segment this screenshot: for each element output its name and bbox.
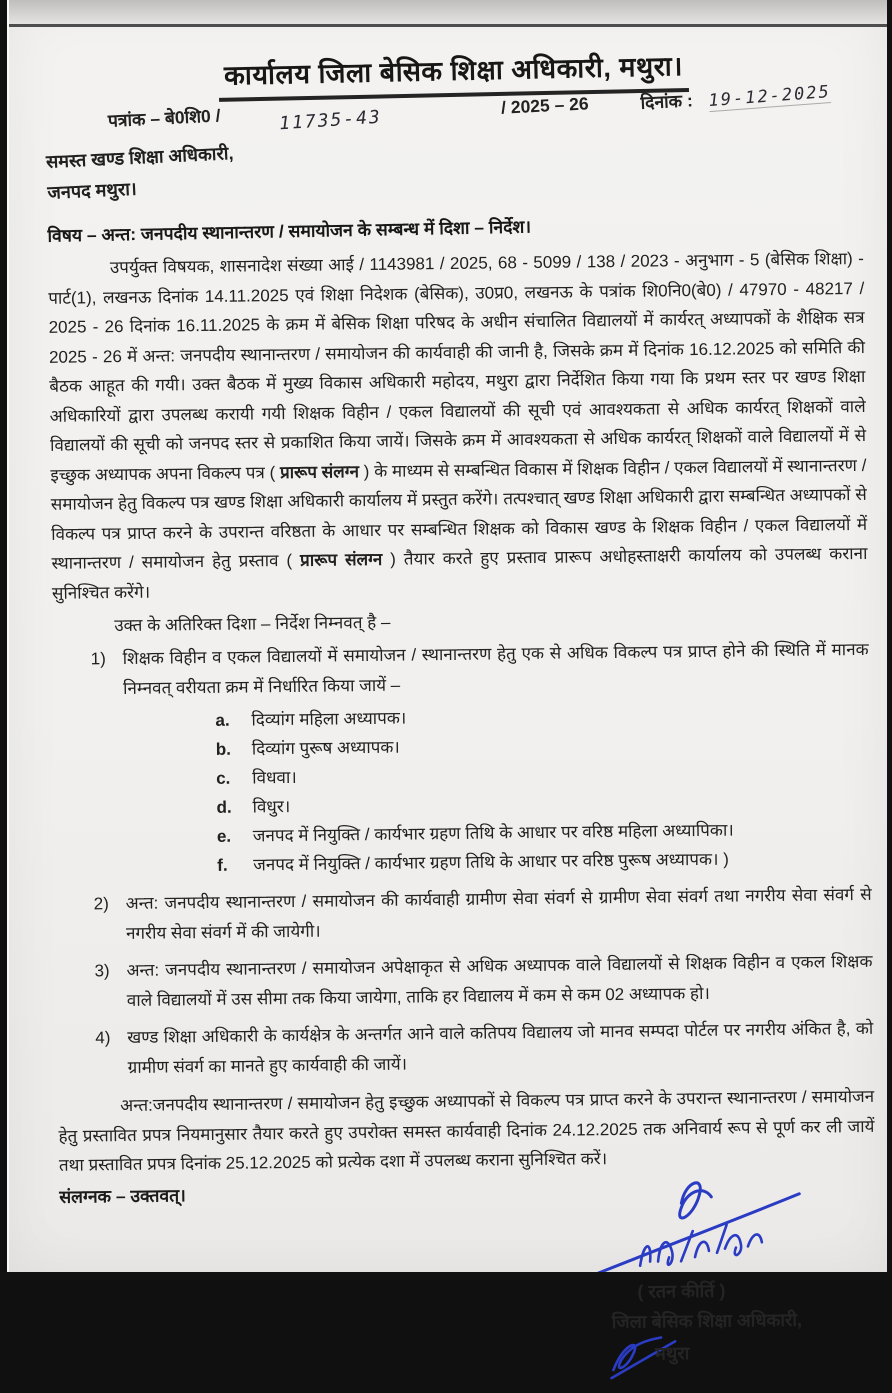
directive-item-3 bbox=[56, 947, 873, 1016]
bold-annexure-note: प्रारूप संलग्न bbox=[279, 461, 360, 482]
signatory-name: ( रतन कीर्ति ) bbox=[637, 1280, 726, 1302]
body-paragraph bbox=[48, 244, 868, 608]
closing-paragraph: अन्त:जनपदीय स्थानान्तरण / समायोजन हेतु इच्छुक अध्यापकों से विकल्प पत्र प्राप्त करने के उपरान्त स्थानान्तरण / समायोजन हेतु प्रस्तावित प्रपत्र नियमानुसार तैयार करते हुए उपरोक्त समस्त कार्यवाही दिनांक 24.12.2025 तक अनिवार्य रूप से पूर्ण कर ली जायें तथा प्रस्तावित प्रपत्र दिनांक 25.12.2025 को प्रत्येक दशा में उपलब्ध कराना सुनिश्चित करें। bbox=[58, 1086, 875, 1175]
page-title: कार्यालय जिला बेसिक शिक्षा अधिकारी, मथुरा। bbox=[218, 46, 690, 102]
signature-block bbox=[545, 1198, 877, 1370]
signatory-place: मथुरा bbox=[654, 1342, 690, 1364]
letter-content bbox=[9, 22, 892, 1364]
photo-right-edge bbox=[887, 0, 892, 1280]
directive-item-2 bbox=[56, 880, 873, 949]
sub-item-text: दिव्यांग महिला अध्यापक। bbox=[251, 708, 407, 730]
letter-session: / 2025 – 26 bbox=[500, 93, 590, 118]
item-text: अन्त: जनपदीय स्थानान्तरण / समायोजन की कार्यवाही ग्रामीण सेवा संवर्ग से ग्रामीण सेवा संवर्ग तथा नगरीय सेवा संवर्ग से नगरीय सेवा संवर्ग में की जायेगी। bbox=[125, 884, 872, 943]
sub-item-text: विधवा। bbox=[252, 767, 297, 788]
sub-item-marker: d. bbox=[216, 797, 232, 817]
item-marker: 2) bbox=[93, 894, 109, 914]
letter-number-label: पत्रांक – बे0शि0 / bbox=[107, 105, 221, 131]
directive-item-1 bbox=[53, 635, 870, 704]
date-handwritten: 19-12-2025 bbox=[708, 81, 832, 112]
sub-item-marker: a. bbox=[215, 710, 230, 730]
sub-item-text: दिव्यांग पुरूष अध्यापक। bbox=[251, 737, 400, 759]
letter-paper bbox=[7, 0, 887, 1364]
sub-item-text: जनपद में नियुक्ति / कार्यभार ग्रहण तिथि के आधार पर वरिष्ठ पुरूष अध्यापक। ) bbox=[253, 849, 729, 875]
item-text: अन्त: जनपदीय स्थानान्तरण / समायोजन अपेक्षाकृत से अधिक अध्यापक वाले विद्यालयों से शिक्षक विहीन व एकल शिक्षक वाले विद्यालयों में उस सीमा तक किया जायेगा, ताकि हर विद्यालय में कम से कम 02 अध्यापक हो। bbox=[126, 951, 873, 1010]
subject-line: विषय – अन्त: जनपदीय स्थानान्तरण / समायोजन के सम्बन्ध में दिशा – निर्देश। bbox=[47, 216, 532, 246]
sub-item-text: जनपद में नियुक्ति / कार्यभार ग्रहण तिथि के आधार पर वरिष्ठ महिला अध्यापिका। bbox=[252, 820, 734, 846]
item-text: शिक्षक विहीन व एकल विद्यालयों में समायोजन / स्थानान्तरण हेतु एक से अधिक विकल्प पत्र प्राप्त होने की स्थिति में मानक निम्नवत् वरीयता क्रम में निर्धारित किया जायें – bbox=[122, 639, 869, 698]
addressee-line: जनपद मथुरा। bbox=[47, 178, 138, 203]
item-marker: 3) bbox=[94, 961, 110, 981]
sub-item-marker: b. bbox=[215, 739, 232, 759]
paragraph-text: ) के माध्यम से सम्बन्धित विकास में शिक्षक विहीन / एकल विद्यालयों में स्थानान्तरण / समायोजन हेतु विकल्प पत्र खण्ड शिक्षा अधिकारी कार्यालय में प्रस्तुत करेंगे। तत्पश्चात् खण्ड शिक्षा अधिकारी द्वारा सम्बन्धित अध्यापकों से विकल्प पत्र प्राप्त करने के उपरान्त वरिष्ठता के आधार पर सम्बन्धित शिक्षक को विकास खण्ड के शिक्षक विहीन / एकल विद्यालयों में स्थानान्तरण / समायोजन हेतु प्रस्ताव ( bbox=[50, 455, 868, 573]
item-marker: 1) bbox=[90, 649, 106, 669]
sub-item-marker: f. bbox=[217, 855, 228, 875]
enclosure-line: संलग्नक – उक्तवत्। bbox=[59, 1184, 186, 1207]
item-text: खण्ड शिक्षा अधिकारी के कार्यक्षेत्र के अन्तर्गत आने वाले कतिपय विद्यालय जो मानव सम्पदा पोर्टल पर नगरीय अंकित है, को ग्रामीण संवर्ग का मानते हुए कार्यवाही की जायें। bbox=[127, 1018, 874, 1077]
sub-item-marker: e. bbox=[216, 826, 232, 846]
directives-intro: उक्त के अतिरिक्त दिशा – निर्देश निम्नवत् है – bbox=[114, 612, 391, 636]
bold-annexure-note: प्रारूप संलग्न bbox=[299, 549, 383, 570]
photo-bottom-edge bbox=[0, 1272, 892, 1280]
item-marker: 4) bbox=[95, 1028, 111, 1048]
signatory-designation: जिला बेसिक शिक्षा अधिकारी, bbox=[611, 1309, 803, 1332]
letter-number-handwritten: 11735-43 bbox=[278, 106, 383, 135]
addressee-line: समस्त खण्ड शिक्षा अधिकारी, bbox=[45, 143, 234, 172]
paragraph-text: उपर्युक्त विषयक, शासनादेश संख्या आई / 1143981 / 2025, 68 - 5099 / 138 / 2023 - अनुभाग - 5 (बेसिक शिक्षा) - पार्ट(1), लखनऊ दिनांक 14.11.2025 एवं शिक्षा निदेशक (बेसिक), उ0प्र0, लखनऊ के पत्रांक शि0नि0(बे0) / 47970 - 48217 / 2025 - 26 दिनांक 16.11.2025 के क्रम में बेसिक शिक्षा परिषद के अधीन संचालित विद्यालयों में कार्यरत् अध्यापकों के शैक्षिक सत्र 2025 - 26 में अन्त: जनपदीय स्थानान्तरण / समायोजन की कार्यवाही की जानी है, जिसके क्रम में दिनांक 16.12.2025 को समिति की बैठक आहूत की गयी। उक्त बैठक में मुख्य विकास अधिकारी महोदय, मथुरा द्वारा निर्देशित किया गया कि प्रथम स्तर पर खण्ड शिक्षा अधिकारियों द्वारा उपलब्ध करायी गयी शिक्षक विहीन / एकल विद्यालयों की सूची एवं आवश्यकता से अधिक कार्यरत् शिक्षकों वाले विद्यालयों की सूची को जनपद स्तर से प्रकाशित किया जायें। जिसके क्रम में आवश्यकता से अधिक कार्यरत् शिक्षकों वाले विद्यालयों में से इच्छुक अध्यापक अपना विकल्प पत्र ( bbox=[48, 248, 867, 485]
sub-item-marker: c. bbox=[216, 768, 231, 788]
priority-sub-list bbox=[53, 698, 871, 882]
paragraph-text: ) तैयार करते हुए प्रस्ताव प्रारूप अधोहस्ताक्षरी कार्यालय को उपलब्ध कराना सुनिश्चित करेंगे। bbox=[51, 543, 868, 603]
directive-item-4 bbox=[57, 1014, 874, 1083]
date-label: दिनांक : bbox=[640, 90, 694, 113]
sub-item-text: विधुर। bbox=[252, 796, 291, 817]
